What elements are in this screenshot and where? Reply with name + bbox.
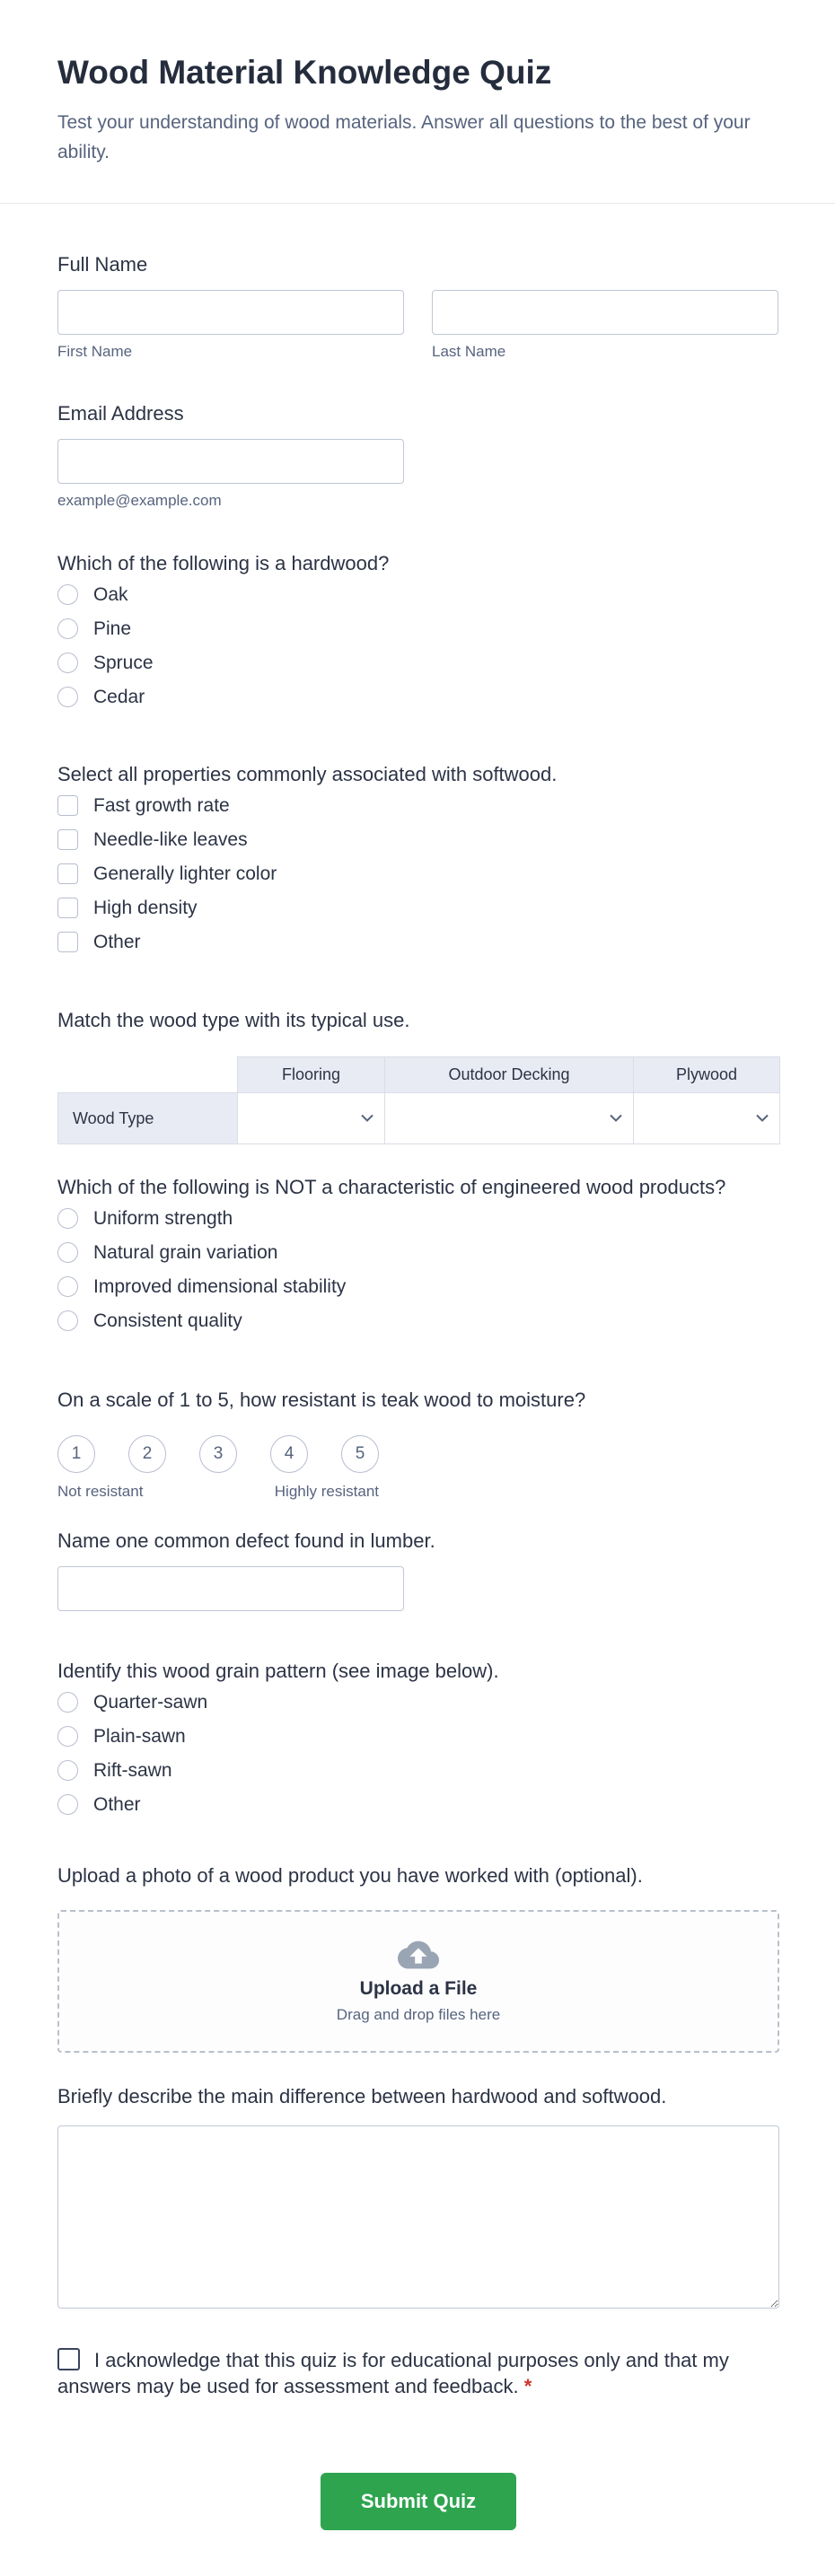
form-body: [0, 252, 835, 2530]
first-name-input[interactable]: [57, 290, 404, 335]
scale-option-3[interactable]: 3: [199, 1435, 237, 1473]
email-label: Email Address: [57, 402, 184, 425]
form-header: [0, 0, 835, 203]
question-scale: [57, 1388, 779, 1500]
matrix-select-outdoor-decking[interactable]: [385, 1093, 634, 1144]
checkbox-icon[interactable]: [57, 863, 78, 884]
question-hardwood-label: Which of the following is a hardwood?: [57, 552, 390, 574]
radio-icon[interactable]: [57, 687, 78, 707]
chevron-down-icon: [361, 1115, 374, 1123]
radio-option-quarter-sawn[interactable]: [57, 1691, 779, 1713]
question-scale-label: On a scale of 1 to 5, how resistant is teak wood to moisture?: [57, 1389, 586, 1411]
radio-option-other[interactable]: [57, 1793, 779, 1816]
radio-icon[interactable]: [57, 618, 78, 639]
option-label: Plain-sawn: [93, 1725, 186, 1747]
radio-icon[interactable]: [57, 1208, 78, 1229]
matrix-select-flooring[interactable]: [238, 1093, 385, 1144]
option-label: Fast growth rate: [93, 794, 230, 816]
question-upload: [57, 1863, 779, 2053]
checkbox-option-high-density[interactable]: [57, 897, 779, 919]
header-divider: [0, 203, 835, 204]
question-matrix: [57, 1008, 779, 1144]
checkbox-icon[interactable]: [57, 795, 78, 816]
option-label: Natural grain variation: [93, 1241, 278, 1263]
radio-icon[interactable]: [57, 1310, 78, 1331]
full-name-field: [57, 252, 779, 360]
radio-option-plain-sawn[interactable]: [57, 1725, 779, 1748]
checkbox-option-other[interactable]: [57, 931, 779, 953]
radio-option-uniform-strength[interactable]: [57, 1207, 779, 1230]
option-label: Cedar: [93, 686, 145, 707]
radio-icon[interactable]: [57, 653, 78, 673]
radio-option-cedar[interactable]: [57, 686, 779, 708]
question-engineered: [57, 1175, 779, 1332]
acknowledge-checkbox[interactable]: [57, 2348, 80, 2370]
radio-icon[interactable]: [57, 1276, 78, 1297]
question-defect-label: Name one common defect found in lumber.: [57, 1529, 435, 1552]
form-subtitle: Test your understanding of wood materials. Answer all questions to the best of your ability.: [57, 112, 751, 162]
submit-row: [57, 2473, 779, 2530]
chevron-down-icon: [610, 1115, 622, 1123]
checkbox-option-lighter-color[interactable]: [57, 863, 779, 885]
checkbox-icon[interactable]: [57, 932, 78, 952]
matrix-column-outdoor-decking: Outdoor Decking: [385, 1057, 634, 1093]
option-label: Needle-like leaves: [93, 828, 248, 850]
checkbox-option-needle-leaves[interactable]: [57, 828, 779, 851]
checkbox-option-fast-growth[interactable]: [57, 794, 779, 817]
option-label: Pine: [93, 618, 132, 639]
last-name-input[interactable]: [432, 290, 778, 335]
question-softwood: [57, 762, 779, 953]
file-upload-dropzone[interactable]: [57, 1910, 779, 2053]
option-label: Consistent quality: [93, 1310, 242, 1331]
full-name-label: Full Name: [57, 253, 148, 276]
radio-option-pine[interactable]: [57, 618, 779, 640]
radio-option-rift-sawn[interactable]: [57, 1759, 779, 1782]
radio-option-dimensional-stability[interactable]: [57, 1275, 779, 1298]
question-matrix-label: Match the wood type with its typical use.: [57, 1009, 410, 1031]
scale-min-label: Not resistant: [57, 1483, 144, 1500]
matrix-row-header: Wood Type: [58, 1093, 238, 1144]
radio-icon[interactable]: [57, 1794, 78, 1815]
upload-hint: Drag and drop files here: [336, 2006, 501, 2023]
question-describe: [57, 2084, 779, 2309]
last-name-sublabel: Last Name: [432, 343, 506, 360]
submit-button[interactable]: [321, 2473, 516, 2530]
email-input[interactable]: [57, 439, 404, 484]
matrix-column-flooring: Flooring: [238, 1057, 385, 1093]
radio-option-consistent-quality[interactable]: [57, 1310, 779, 1332]
describe-textarea[interactable]: [57, 2125, 779, 2309]
radio-option-oak[interactable]: [57, 583, 779, 606]
scale-max-label: Highly resistant: [274, 1483, 379, 1500]
defect-input[interactable]: [57, 1566, 404, 1611]
option-label: Uniform strength: [93, 1207, 233, 1229]
required-asterisk: *: [523, 2375, 532, 2397]
checkbox-icon[interactable]: [57, 898, 78, 918]
question-grain-label: Identify this wood grain pattern (see image below).: [57, 1660, 499, 1682]
question-engineered-label: Which of the following is NOT a characteristic of engineered wood products?: [57, 1176, 726, 1198]
first-name-sublabel: First Name: [57, 343, 133, 360]
question-defect: [57, 1529, 779, 1611]
cloud-upload-icon: [398, 1939, 439, 1971]
checkbox-icon[interactable]: [57, 829, 78, 850]
option-label: Improved dimensional stability: [93, 1275, 347, 1297]
option-label: Other: [93, 931, 141, 952]
option-label: Other: [93, 1793, 141, 1815]
radio-icon[interactable]: [57, 584, 78, 605]
radio-icon[interactable]: [57, 1726, 78, 1747]
scale-option-4[interactable]: 4: [270, 1435, 308, 1473]
option-label: Quarter-sawn: [93, 1691, 208, 1713]
option-label: High density: [93, 897, 198, 918]
question-upload-label: Upload a photo of a wood product you have worked with (optional).: [57, 1864, 643, 1887]
submit-button-label: Submit Quiz: [360, 2490, 477, 2512]
chevron-down-icon: [756, 1115, 769, 1123]
question-describe-label: Briefly describe the main difference between hardwood and softwood.: [57, 2085, 667, 2107]
option-label: Spruce: [93, 652, 154, 673]
form-title: Wood Material Knowledge Quiz: [57, 54, 552, 91]
radio-icon[interactable]: [57, 1760, 78, 1781]
email-field: [57, 401, 779, 509]
acknowledge-label: I acknowledge that this quiz is for educational purposes only and that my answers may be used for assessment and feedback.: [57, 2349, 729, 2397]
scale-option-5[interactable]: 5: [341, 1435, 379, 1473]
option-label: Generally lighter color: [93, 863, 277, 884]
radio-icon[interactable]: [57, 1692, 78, 1713]
matrix-select-plywood[interactable]: [634, 1093, 780, 1144]
question-hardwood: [57, 551, 779, 708]
email-sublabel: example@example.com: [57, 492, 222, 509]
acknowledge-field[interactable]: [57, 2347, 779, 2399]
option-label: Rift-sawn: [93, 1759, 172, 1781]
scale-option-2[interactable]: 2: [128, 1435, 166, 1473]
question-grain: [57, 1659, 779, 1816]
option-label: Oak: [93, 583, 128, 605]
radio-option-natural-grain[interactable]: [57, 1241, 779, 1264]
question-softwood-label: Select all properties commonly associated with softwood.: [57, 763, 558, 785]
matrix-corner-cell: [58, 1057, 238, 1093]
matrix-table: [57, 1056, 780, 1144]
radio-option-spruce[interactable]: [57, 652, 779, 674]
upload-file-button[interactable]: Upload a File: [359, 1978, 478, 1999]
radio-icon[interactable]: [57, 1242, 78, 1263]
matrix-column-plywood: Plywood: [634, 1057, 780, 1093]
scale-option-1[interactable]: 1: [57, 1435, 95, 1473]
